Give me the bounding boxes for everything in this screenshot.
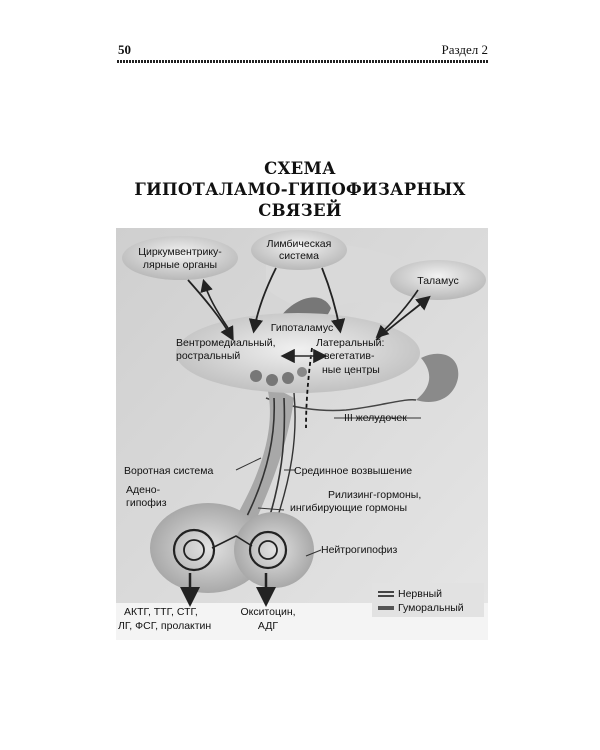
section-label: Раздел 2 <box>441 42 488 57</box>
label-thalamus: Таламус <box>417 275 459 287</box>
legend-nervous: Нервный <box>398 588 443 600</box>
neuron-dot-4 <box>297 367 307 377</box>
label-output-left-1: АКТГ, ТТГ, СТГ, <box>124 606 198 618</box>
legend <box>372 583 484 617</box>
diagram-figure <box>116 228 488 640</box>
label-adeno-1: Адено- <box>126 484 161 496</box>
page-title <box>100 158 500 221</box>
label-median: Срединное возвышение <box>294 465 413 477</box>
label-output-right-2: АДГ <box>257 620 279 632</box>
label-circumventricular-2: лярные органы <box>142 259 218 271</box>
title-line-2: ГИПОТАЛАМО-ГИПОФИЗАРНЫХ <box>134 180 466 199</box>
label-ventromedial-1: Вентромедиальный, <box>176 337 276 349</box>
neuron-dot-2 <box>266 374 278 386</box>
neuron-dot-3 <box>282 372 294 384</box>
label-adeno-2: гипофиз <box>126 497 167 509</box>
label-output-right-1: Окситоцин, <box>240 606 296 618</box>
legend-humoral: Гуморальный <box>398 602 464 614</box>
label-ventricle: III желудочек <box>344 412 407 424</box>
header-rule <box>117 60 488 63</box>
title-line-1: СХЕМА <box>264 159 336 178</box>
oval-circumventricular <box>122 236 238 280</box>
label-ventromedial-2: ростральный <box>176 350 241 362</box>
title-line-3: СВЯЗЕЙ <box>258 201 342 220</box>
label-limbic-2: система <box>279 250 319 262</box>
label-lateral-3: ные центры <box>322 364 380 376</box>
diagram-svg <box>116 228 488 640</box>
label-lateral-2: вегетатив- <box>324 350 375 362</box>
neurohypophysis-shape <box>234 512 314 588</box>
label-hypothalamus: Гипоталамус <box>270 322 334 334</box>
label-neuro: Нейтрогипофиз <box>321 544 398 556</box>
neuron-dot-1 <box>250 370 262 382</box>
label-releasing-1: Рилизинг-гормоны, <box>328 489 422 501</box>
label-lateral-1: Латеральный: <box>316 337 385 349</box>
label-portal: Воротная система <box>124 465 214 477</box>
label-circumventricular-1: Циркумвентрику- <box>138 246 222 258</box>
label-limbic-1: Лимбическая <box>266 238 332 250</box>
label-releasing-2: ингибирующие гормоны <box>290 502 408 514</box>
page-number: 50 <box>118 42 131 57</box>
label-output-left-2: ЛГ, ФСГ, пролактин <box>118 620 212 632</box>
